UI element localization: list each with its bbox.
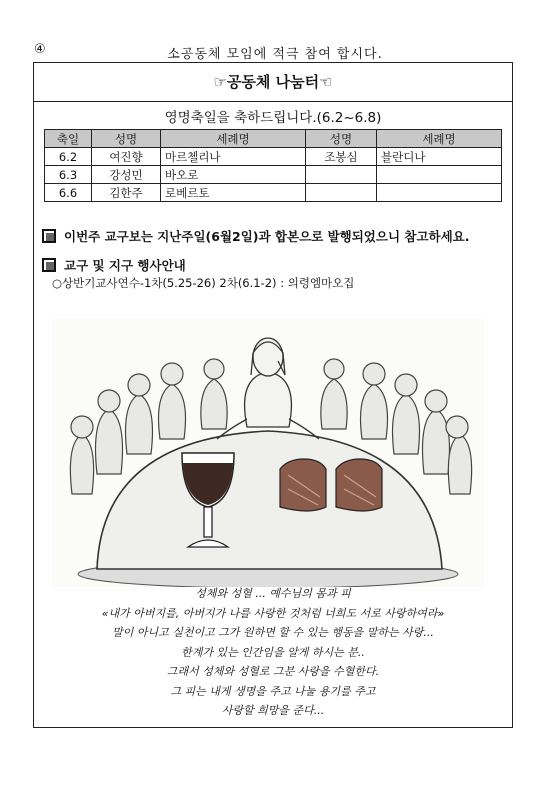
table-cell: [377, 166, 502, 184]
bulletin-frame: [33, 62, 513, 728]
table-cell: [306, 184, 377, 202]
table-cell: 마르첼리나: [161, 148, 306, 166]
event-item: ○상반기교사연수-1차(5.25-26) 2차(6.1-2) : 의령엠마오집: [52, 276, 355, 290]
table-cell: 여진향: [92, 148, 161, 166]
caption-line: 그래서 성체와 성혈로 그분 사랑을 수혈한다.: [166, 665, 380, 678]
slogan: 소공동체 모임에 적극 참여 합시다.: [167, 47, 383, 62]
table-cell: [306, 166, 377, 184]
bulletin-notice: [42, 227, 470, 245]
caption-line: 한계가 있는 인간임을 알게 하시는 분..: [181, 645, 365, 659]
checkbox-bullet-icon: [42, 229, 56, 243]
page-number: ④: [34, 42, 46, 57]
table-cell: 바오로: [161, 166, 306, 184]
caption-line: 사랑할 희망을 준다...: [221, 704, 325, 717]
last-supper-illustration: [52, 319, 484, 587]
table-row: [45, 148, 502, 166]
table-cell: 블란디나: [377, 148, 502, 166]
table-cell: 6.2: [45, 148, 92, 166]
column-header: 성명: [306, 130, 377, 148]
table-cell: 로베르토: [161, 184, 306, 202]
reflection-caption: [34, 584, 512, 721]
column-header: 성명: [92, 130, 161, 148]
feast-day-title: 영명축일을 축하드립니다.(6.2~6.8): [164, 110, 382, 126]
column-header: 축일: [45, 130, 92, 148]
bulletin-notice-text: 이번주 교구보는 지난주일(6월2일)과 합본으로 발행되었으니 참고하세요.: [64, 229, 470, 244]
table-cell: 6.3: [45, 166, 92, 184]
table-header-row: [45, 130, 502, 148]
caption-line: 그 피는 내게 생명을 주고 나눌 용기를 주고: [170, 684, 376, 698]
events-heading: [42, 256, 186, 274]
column-header: 세례명: [161, 130, 306, 148]
caption-line: 말이 아니고 실천이고 그가 원하면 할 수 있는 행동을 말하는 사랑...: [112, 626, 434, 639]
caption-line: 성체와 성혈 ... 예수님의 몸과 피: [195, 587, 351, 600]
table-row: [45, 184, 502, 202]
table-cell: 김한주: [92, 184, 161, 202]
table-cell: 강성민: [92, 166, 161, 184]
table-cell: 6.6: [45, 184, 92, 202]
feast-day-table: [44, 129, 502, 202]
events-heading-text: 교구 및 지구 행사안내: [64, 258, 186, 273]
checkbox-bullet-icon: [42, 258, 56, 272]
table-cell: [377, 184, 502, 202]
column-header: 세례명: [377, 130, 502, 148]
jesus-figure: [245, 372, 292, 427]
table-cell: 조봉심: [306, 148, 377, 166]
caption-line: «내가 아버지를, 아버지가 나를 사랑한 것처럼 너희도 서로 사랑하여라»: [101, 606, 445, 620]
section-title: ☞공동체 나눔터☜: [34, 63, 512, 102]
table-row: [45, 166, 502, 184]
